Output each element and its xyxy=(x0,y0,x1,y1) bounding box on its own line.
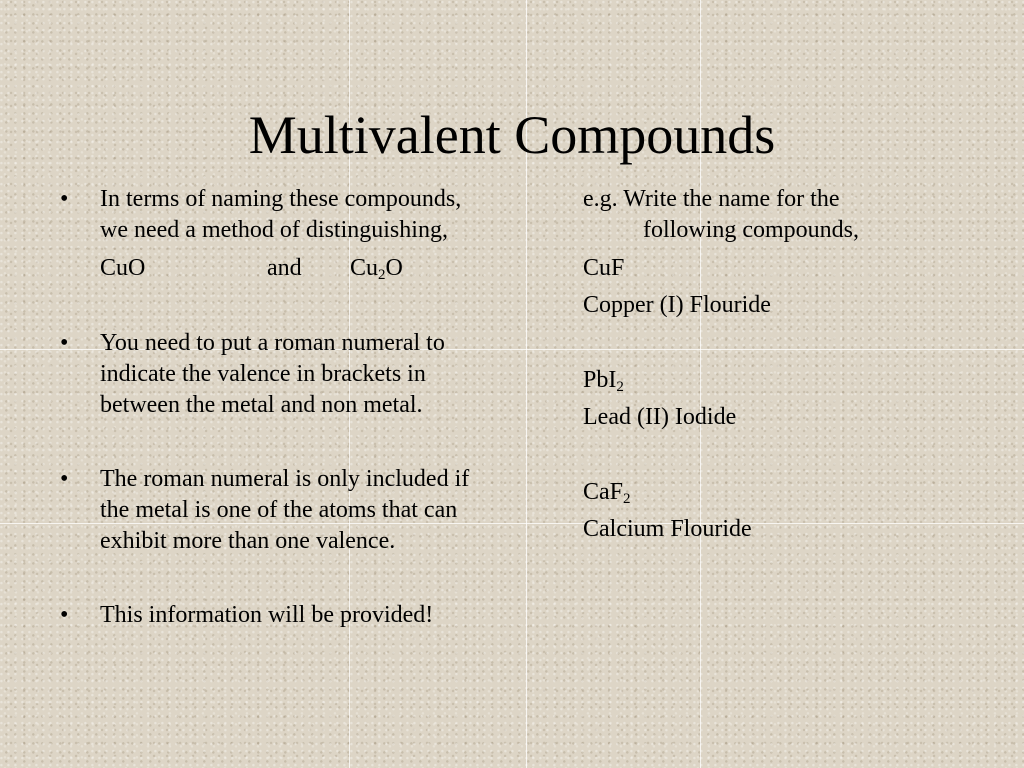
formula-comparison xyxy=(60,253,560,284)
slide-title: Multivalent Compounds xyxy=(248,105,776,165)
formula-cuo: CuO xyxy=(100,255,146,281)
example-name-copper: Copper (I) Flouride xyxy=(583,292,771,318)
example-intro: e.g. Write the name for the xyxy=(583,186,840,212)
bullet-text-line: between the metal and non metal. xyxy=(100,392,423,418)
example-formula-pbi2: PbI$_2$ xyxy=(583,367,624,395)
bullet-text-line: The roman numeral is only included if xyxy=(100,466,470,492)
bullet-only-multivalent xyxy=(60,464,560,557)
bullet-icon: • xyxy=(60,466,69,492)
bullet-text-line: You need to put a roman numeral to xyxy=(100,330,445,356)
bullet-text-line: the metal is one of the atoms that can xyxy=(100,497,458,523)
bullet-roman-numeral xyxy=(60,328,560,421)
example-name-calcium: Calcium Flouride xyxy=(583,516,752,542)
bullet-naming-method xyxy=(60,184,560,246)
example-intro-continued: following compounds, xyxy=(643,217,859,243)
bullet-icon: • xyxy=(60,602,69,628)
formula-cu2o: $Cu_2O$ xyxy=(350,255,403,283)
right-column xyxy=(583,184,1003,545)
formula-connector: and xyxy=(267,255,302,281)
bullet-text-line: we need a method of distinguishing, xyxy=(100,217,448,243)
example-formula-cuf: CuF xyxy=(583,255,625,281)
bullet-icon: • xyxy=(60,330,69,356)
left-column xyxy=(60,184,560,631)
bullet-text-line: This information will be provided! xyxy=(100,602,434,628)
example-name-lead: Lead (II) Iodide xyxy=(583,404,737,430)
bullet-icon: • xyxy=(60,186,69,212)
bullet-text-line: In terms of naming these compounds, xyxy=(100,186,462,212)
bullet-text-line: indicate the valence in brackets in xyxy=(100,361,426,387)
bullet-text-line: exhibit more than one valence. xyxy=(100,528,396,554)
example-formula-caf2: CaF$_2$ xyxy=(583,479,631,507)
bullet-info-provided xyxy=(60,600,560,631)
